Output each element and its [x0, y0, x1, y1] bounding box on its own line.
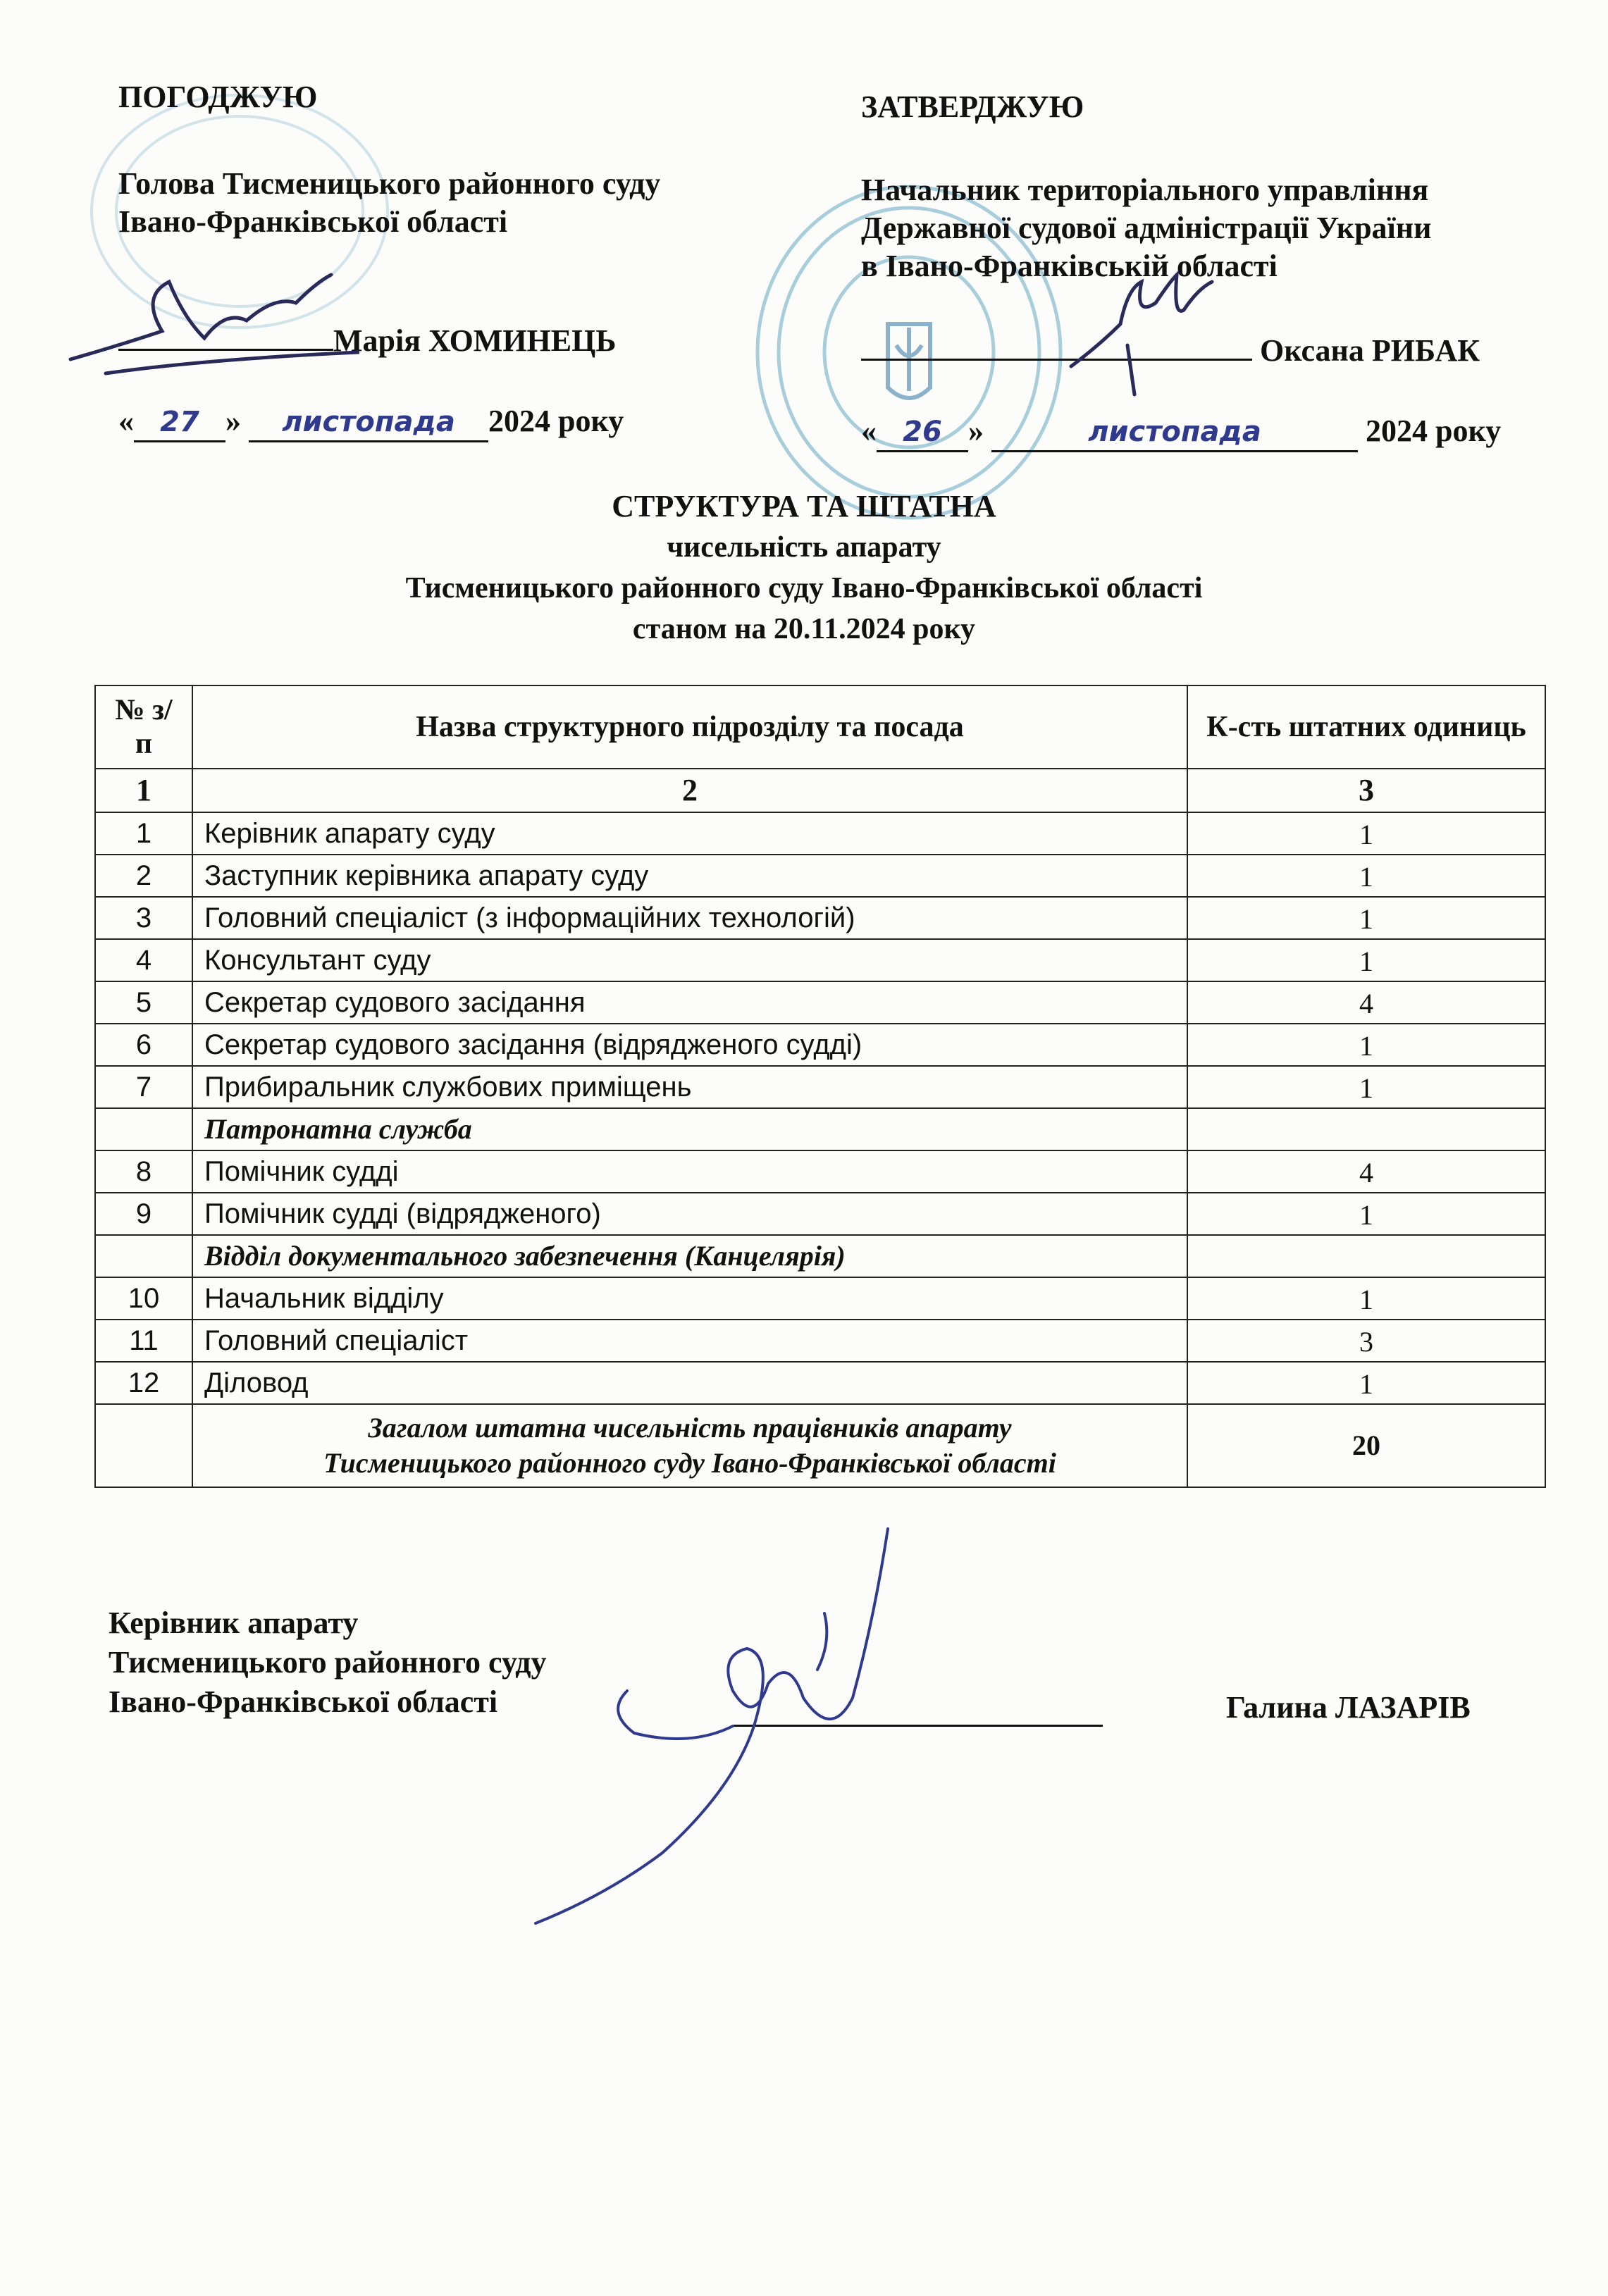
row-num: 9: [95, 1193, 192, 1235]
table-total-row: [95, 1404, 1545, 1487]
table-row: [95, 1277, 1545, 1320]
table-row: [95, 812, 1545, 855]
row-num: 2: [95, 855, 192, 897]
row-num-empty: [95, 1235, 192, 1277]
row-qty: 1: [1187, 1362, 1545, 1404]
row-qty: 4: [1187, 1150, 1545, 1193]
footer-name: Галина ЛАЗАРІВ: [1226, 1690, 1471, 1725]
table-row: [95, 1150, 1545, 1193]
approval-right-heading: ЗАТВЕРДЖУЮ: [861, 89, 1084, 124]
row-num: 3: [95, 897, 192, 939]
header-name: Назва структурного підрозділу та посада: [192, 685, 1187, 769]
row-qty: 1: [1187, 1066, 1545, 1108]
total-label-line-1: Загалом штатна чисельність працівників апарату: [368, 1412, 1012, 1444]
approval-right-date: « 26 » листопада 2024 року: [861, 413, 1501, 452]
column-number: 1: [95, 769, 192, 812]
row-name: Заступник керівника апарату суду: [192, 855, 1187, 897]
row-qty-empty: [1187, 1108, 1545, 1150]
table-row: [95, 1024, 1545, 1066]
approval-right-position-3: в Івано-Франківській області: [861, 249, 1278, 283]
table-header-row: [95, 685, 1545, 769]
approval-right-position-2: Державної судової адміністрації України: [861, 211, 1432, 245]
column-number: 3: [1187, 769, 1545, 812]
row-num: 7: [95, 1066, 192, 1108]
row-name: Секретар судового засідання: [192, 981, 1187, 1024]
table-column-numbers-row: [95, 769, 1545, 812]
footer-position-3: Івано-Франківської області: [109, 1684, 498, 1719]
doc-subtitle-2: Тисменицького районного суду Івано-Франківської області: [405, 572, 1203, 604]
row-qty: 1: [1187, 1024, 1545, 1066]
row-name: Діловод: [192, 1362, 1187, 1404]
row-qty: 1: [1187, 812, 1545, 855]
total-label: [192, 1404, 1187, 1487]
doc-title: СТРУКТУРА ТА ШТАТНА: [612, 489, 996, 523]
approval-right-name: Оксана РИБАК: [1260, 333, 1480, 368]
row-qty: 1: [1187, 939, 1545, 981]
row-num: 11: [95, 1320, 192, 1362]
approval-left-position-1: Голова Тисменицького районного суду: [118, 166, 661, 201]
table-row: [95, 1362, 1545, 1404]
row-name: Головний спеціаліст (з інформаційних технологій): [192, 897, 1187, 939]
table-row: [95, 939, 1545, 981]
approval-left-name: Марія ХОМИНЕЦЬ: [333, 323, 617, 358]
row-num: 8: [95, 1150, 192, 1193]
footer-position-1: Керівник апарату: [109, 1606, 359, 1640]
column-number: 2: [192, 769, 1187, 812]
row-name: Помічник судді (відрядженого): [192, 1193, 1187, 1235]
row-qty: 3: [1187, 1320, 1545, 1362]
table-row: [95, 897, 1545, 939]
section-title: Патронатна служба: [192, 1108, 1187, 1150]
footer-position-2: Тисменицького районного суду: [109, 1645, 547, 1680]
approval-left-date: « 27 » листопада 2024 року: [118, 403, 624, 442]
row-num: 10: [95, 1277, 192, 1320]
row-qty: 1: [1187, 897, 1545, 939]
table-row: [95, 1320, 1545, 1362]
row-qty: 1: [1187, 1193, 1545, 1235]
total-label-line-2: Тисменицького районного суду Івано-Франківської області: [323, 1447, 1056, 1479]
row-name: Начальник відділу: [192, 1277, 1187, 1320]
approval-left-signature: [63, 254, 359, 402]
row-qty-empty: [1187, 1235, 1545, 1277]
row-num: 5: [95, 981, 192, 1024]
doc-subtitle-1: чисельність апарату: [667, 531, 941, 564]
row-name: Керівник апарату суду: [192, 812, 1187, 855]
row-qty: 1: [1187, 855, 1545, 897]
approval-right-year: 2024 року: [1366, 414, 1502, 448]
total-value: 20: [1187, 1404, 1545, 1487]
row-qty: 1: [1187, 1277, 1545, 1320]
header-num: № з/п: [95, 685, 192, 769]
row-num-empty: [95, 1108, 192, 1150]
row-name: Головний спеціаліст: [192, 1320, 1187, 1362]
header-qty: К-сть штатних одиниць: [1187, 685, 1545, 769]
row-name: Прибиральник службових приміщень: [192, 1066, 1187, 1108]
table-row: [95, 855, 1545, 897]
approval-left-year: 2024 року: [488, 404, 624, 438]
row-num: 12: [95, 1362, 192, 1404]
row-num: 1: [95, 812, 192, 855]
approval-right-signature: [1057, 261, 1240, 402]
table-section-row: [95, 1108, 1545, 1150]
row-name: Помічник судді: [192, 1150, 1187, 1193]
approval-right-day: 26: [877, 414, 968, 452]
row-name: Консультант суду: [192, 939, 1187, 981]
row-name: Секретар судового засідання (відрядженого судді): [192, 1024, 1187, 1066]
table-row: [95, 1066, 1545, 1108]
staff-table: [94, 685, 1546, 1488]
table-row: [95, 1193, 1545, 1235]
approval-left-day: 27: [134, 404, 225, 442]
row-qty: 4: [1187, 981, 1545, 1024]
row-num: 4: [95, 939, 192, 981]
row-num: 6: [95, 1024, 192, 1066]
approval-left-heading: ПОГОДЖУЮ: [118, 80, 318, 114]
table-section-row: [95, 1235, 1545, 1277]
approval-right-month: листопада: [991, 414, 1358, 452]
approval-left-month: листопада: [249, 404, 488, 442]
table-row: [95, 981, 1545, 1024]
section-title: Відділ документального забезпечення (Канцелярія): [192, 1235, 1187, 1277]
footer-signature: [521, 1515, 958, 1937]
row-num-empty: [95, 1404, 192, 1487]
approval-left-position-2: Івано-Франківської області: [118, 204, 508, 239]
doc-subtitle-3: станом на 20.11.2024 року: [632, 613, 976, 645]
approval-right-position-1: Начальник територіального управління: [861, 173, 1429, 207]
